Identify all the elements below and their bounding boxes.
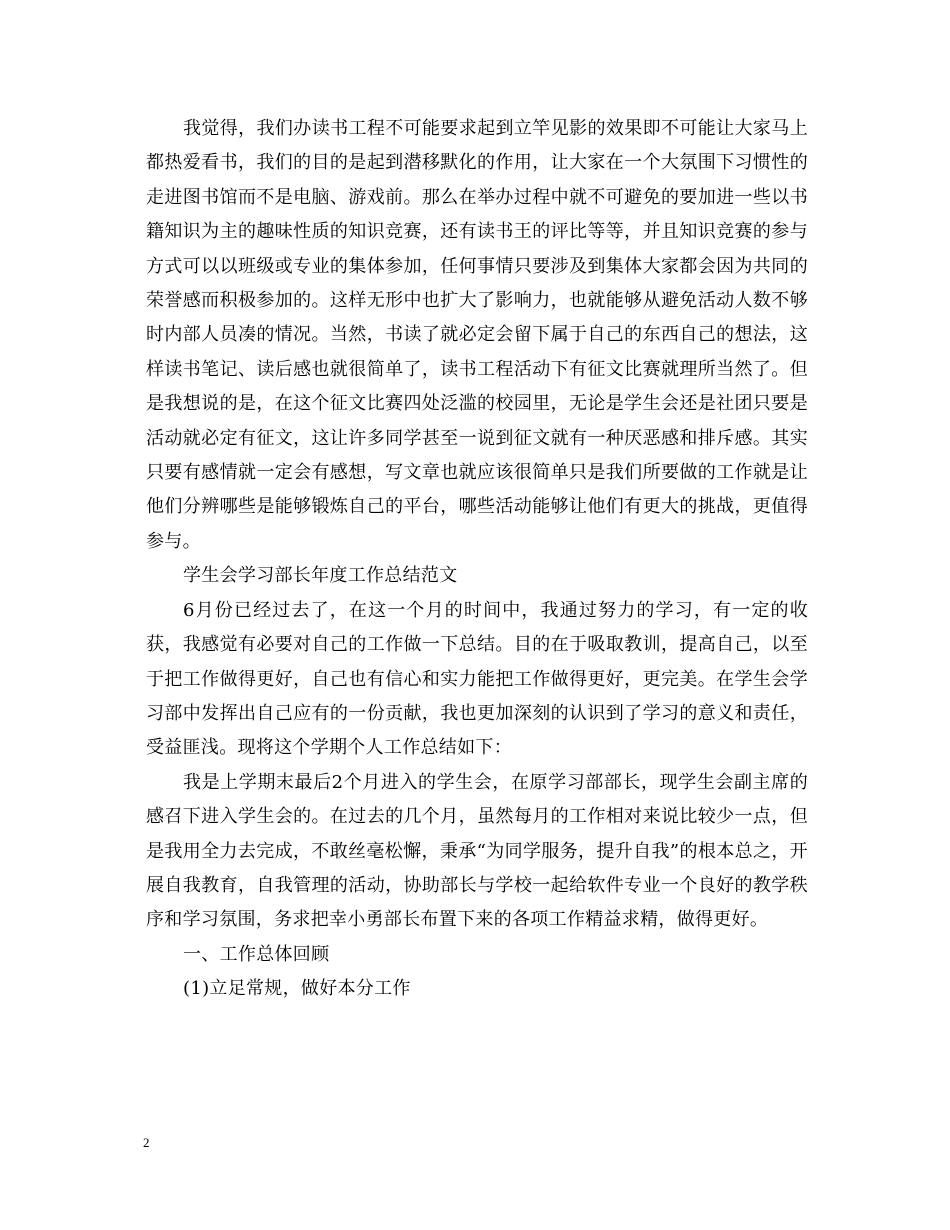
- section-title: 学生会学习部长年度工作总结范文: [183, 565, 458, 587]
- paragraph-reading-project: 我觉得，我们办读书工程不可能要求起到立竿见影的效果即不可能让大家马上都热爱看书，我们的目的是起到潜移默化的作用，让大家在一个大氛围下习惯性的走进图书馆而不是电脑、游戏前。那么在举办过程中就不可避免的要加进一些以书籍知识为主的趣味性质的知识竞赛，还有读书王的评比等等，并且知识竞赛的参与方式可以以班级或专业的集体参加，任何事情只要涉及到集体大家都会因为共同的荣誉感而积极参加的。这样无形中也扩大了影响力，也就能够从避免活动人数不够时内部人员凑的情况。当然，书读了就必定会留下属于自己的东西自己的想法，这样读书笔记、读后感也就很简单了，读书工程活动下有征文比赛就理所当然了。但是我想说的是，在这个征文比赛四处泛滥的校园里，无论是学生会还是社团只要是活动就必定有征文，这让许多同学甚至一说到征文就有一种厌恶感和排斥感。其实只要有感情就一定会有感想，写文章也就应该很简单只是我们所要做的工作就是让他们分辨哪些是能够锻炼自己的平台，哪些活动能够让他们有更大的挑战，更值得参与。: [146, 118, 808, 552]
- paragraph-joining-student-union: 我是上学期末最后2个月进入的学生会，在原学习部部长，现学生会副主席的感召下进入学生会的。在过去的几个月，虽然每月的工作相对来说比较少一点，但是我用全力去完成，不敢丝毫松懈，秉承“为同学服务，提升自我”的根本总之，开展自我教育，自我管理的活动，协助部长与学校一起给软件专业一个良好的教学秩序和学习氛围，务求把幸小勇部长布置下来的各项工作精益求精，做得更好。: [146, 771, 808, 931]
- subheading-routine-work: (1)立足常规，做好本分工作: [183, 978, 411, 1000]
- document-body: [146, 112, 808, 1007]
- paragraph-june-summary: 6月份已经过去了，在这一个月的时间中，我通过努力的学习，有一定的收获，我感觉有必要对自己的工作做一下总结。目的在于吸取教训，提高自己，以至于把工作做得更好，自己也有信心和实力能把工作做得更好，更完美。在学生会学习部中发挥出自己应有的一份贡献，我也更加深刻的认识到了学习的意义和责任，受益匪浅。现将这个学期个人工作总结如下：: [146, 599, 808, 759]
- heading-work-review: 一、工作总体回顾: [183, 943, 330, 965]
- page-number: 2: [143, 1135, 150, 1150]
